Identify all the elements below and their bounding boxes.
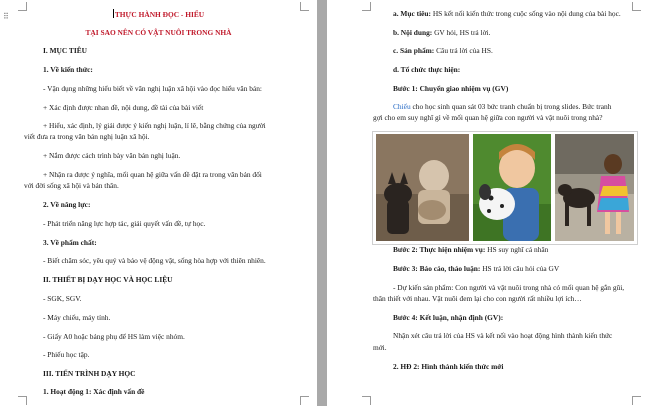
section-heading: III. TIẾN TRÌNH DẠY HỌC — [43, 369, 136, 378]
paragraph-line: mới. — [373, 343, 387, 352]
subsection-heading: 1. Hoạt động 1: Xác định vấn đề — [43, 387, 145, 396]
document-subtitle: TẠI SAO NÊN CÓ VẬT NUÔI TRONG NHÀ — [85, 28, 232, 37]
paragraph-line: - Biết chăm sóc, yêu quý và bảo vệ động vật, sống hòa hợp với thiên nhiên. — [43, 256, 266, 265]
corner-mark — [362, 396, 371, 405]
section-heading: 2. HĐ 2: Hình thành kiến thức mới — [393, 362, 504, 371]
paragraph-line: - Vận dụng những hiểu biết về văn nghị luận xã hội vào đọc hiểu văn bản: — [43, 84, 262, 93]
paragraph-line: - Phát triển năng lực hợp tác, giải quyết vấn đề, tự học. — [43, 219, 206, 228]
photo-boy-with-dalmatian[interactable] — [473, 134, 551, 241]
paragraph-line: c. Sản phẩm: Câu trả lời của HS. — [393, 46, 493, 55]
paragraph-line: - Máy chiếu, máy tính. — [43, 313, 111, 322]
corner-mark — [632, 2, 641, 11]
paragraph-line: b. Nội dung: GV hỏi, HS trả lời. — [393, 28, 491, 37]
paragraph-line: - Dự kiến sản phẩm: Con người và vật nuôi trong nhà có mối quan hệ gắn gũi, — [393, 283, 625, 292]
section-heading: II. THIẾT BỊ DẠY HỌC VÀ HỌC LIỆU — [43, 275, 173, 284]
corner-mark — [18, 396, 27, 405]
step-heading: Bước 1: Chuyển giao nhiệm vụ (GV) — [393, 84, 509, 93]
document-page-left — [0, 0, 317, 406]
corner-mark — [362, 2, 371, 11]
paragraph-line: gợi cho em suy nghĩ gì về mối quan hệ giữa con người và vật nuôi trong nhà? — [373, 113, 603, 122]
section-heading: I. MỤC TIÊU — [43, 46, 88, 55]
paragraph-line: - SGK, SGV. — [43, 294, 82, 303]
paragraph-line: với đời sống xã hội và bản thân. — [24, 181, 119, 190]
paragraph-line: a. Mục tiêu: HS kết nối kiến thức trong cuộc sống vào nội dung của bài học. — [393, 9, 621, 18]
table-move-handle-icon[interactable]: ⠿ — [3, 12, 9, 21]
paragraph-line: Nhận xét câu trả lời của HS và kết nối vào hoạt động hình thành kiến thức — [393, 331, 613, 340]
paragraph-line: Chiếu cho học sinh quan sát 03 bức tranh chuẩn bị trong slides. Bức tranh — [393, 102, 612, 111]
corner-mark — [300, 396, 309, 405]
step-heading: Bước 4: Kết luận, nhận định (GV): — [393, 313, 504, 322]
document-page-right — [327, 0, 650, 406]
text-cursor — [113, 9, 114, 18]
image-group[interactable] — [372, 131, 638, 245]
paragraph-line: + Nhận ra được ý nghĩa, mối quan hệ giữa vấn đề đặt ra trong văn bản đối — [43, 170, 262, 179]
paragraph-line: thân thiết với nhau. Vật nuôi đem lại cho con người rất nhiều lợi ích… — [373, 294, 582, 303]
document-title: THỰC HÀNH ĐỌC - HIỂU — [114, 10, 205, 19]
subsection-heading: 2. Về năng lực: — [43, 200, 91, 209]
paragraph-line: + Nắm được cách trình bày văn bản nghị luận. — [43, 151, 181, 160]
paragraph-line: + Hiểu, xác định, lý giải được ý kiến nghị luận, lí lẽ, bằng chứng của người — [43, 121, 266, 130]
photo-girl-walking-dog[interactable] — [555, 134, 634, 241]
paragraph-line: + Xác định được nhan đề, nội dung, đề tài của bài viết — [43, 103, 204, 112]
paragraph-line: viết đưa ra trong văn bản nghị luận xã hội. — [24, 132, 150, 141]
corner-mark — [632, 396, 641, 405]
paragraph-line: Bước 3: Báo cáo, thảo luận: HS trả lời câu hỏi của GV — [393, 264, 560, 273]
paragraph-line: - Phiếu học tập. — [43, 350, 90, 359]
paragraph-line: - Giấy A0 hoặc bảng phụ để HS làm việc nhóm. — [43, 332, 185, 341]
subsection-heading: 3. Về phẩm chất: — [43, 238, 97, 247]
paragraph-line: Bước 2: Thực hiện nhiệm vụ: HS suy nghĩ cá nhân — [393, 245, 549, 254]
photo-child-with-dog-sepia[interactable] — [376, 134, 469, 241]
subsection-heading: 1. Về kiến thức: — [43, 65, 93, 74]
subsection-heading: d. Tổ chức thực hiện: — [393, 65, 461, 74]
